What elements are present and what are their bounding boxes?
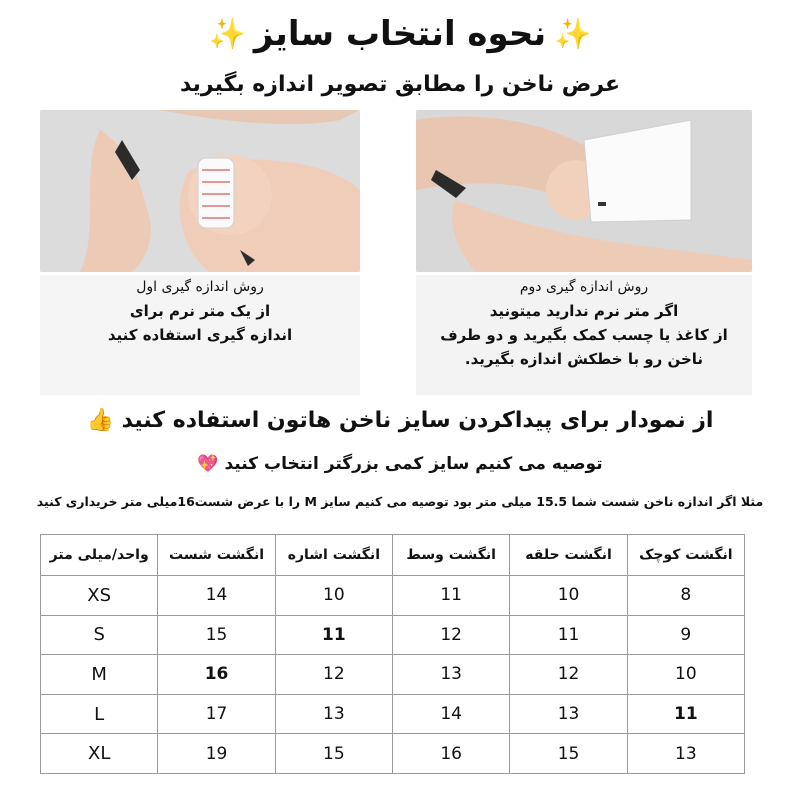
method-first-line: از یک متر نرم برای xyxy=(129,302,271,320)
page-title xyxy=(0,8,800,60)
table-row xyxy=(41,615,745,655)
method-first-body xyxy=(40,299,360,347)
table-cell: 15 xyxy=(510,734,627,774)
example-text: مثلا اگر اندازه ناخن شست شما 15.5 میلی متر بود توصیه می کنیم سایز M را با عرض شست16میلی متر خریداری کنید xyxy=(36,494,764,509)
table-cell: 15 xyxy=(275,734,392,774)
table-cell: 13 xyxy=(510,694,627,734)
method-first-title: روش اندازه گیری اول xyxy=(136,279,264,295)
table-cell: 8 xyxy=(627,576,744,616)
recommendation-line: توصیه می کنیم سایز کمی بزرگتر انتخاب کنید xyxy=(224,454,603,474)
page-title-text: نحوه انتخاب سایز xyxy=(253,14,547,54)
table-cell: 12 xyxy=(393,615,510,655)
table-cell: 14 xyxy=(393,694,510,734)
table-cell: 19 xyxy=(158,734,275,774)
table-header: انگشت کوچک xyxy=(627,535,744,576)
table-cell: 10 xyxy=(510,576,627,616)
table-cell: 9 xyxy=(627,615,744,655)
table-cell: 14 xyxy=(158,576,275,616)
method-second-line: از کاغذ یا چسب کمک بگیرید و دو طرف xyxy=(440,326,728,344)
chart-intro-title-text: از نمودار برای پیداکردن سایز ناخن هاتون استفاده کنید xyxy=(121,408,714,433)
table-row xyxy=(41,694,745,734)
sparkle-icon: ✨ xyxy=(208,16,246,52)
tape-measure-photo xyxy=(40,110,360,272)
table-cell: 16 xyxy=(393,734,510,774)
heart-icon: 💖 xyxy=(197,454,219,474)
size-label-cell: L xyxy=(41,694,158,734)
size-label-cell: XS xyxy=(41,576,158,616)
table-row xyxy=(41,576,745,616)
measurement-method-first xyxy=(40,275,360,395)
table-row xyxy=(41,655,745,695)
sparkle-icon: ✨ xyxy=(554,16,592,52)
page-subtitle: عرض ناخن را مطابق تصویر اندازه بگیرید xyxy=(179,72,621,97)
table-cell: 10 xyxy=(627,655,744,695)
table-cell: 11 xyxy=(393,576,510,616)
method-second-line: اگر متر نرم ندارید میتونید xyxy=(489,302,679,320)
table-cell: 17 xyxy=(158,694,275,734)
size-label-cell: XL xyxy=(41,734,158,774)
method-second-title: روش اندازه گیری دوم xyxy=(519,279,649,295)
method-first-line: اندازه گیری استفاده کنید xyxy=(107,326,293,344)
table-header: انگشت اشاره xyxy=(275,535,392,576)
table-cell: 11 xyxy=(510,615,627,655)
table-cell: 12 xyxy=(510,655,627,695)
size-label-cell: M xyxy=(41,655,158,695)
recommendation-text xyxy=(0,454,800,474)
paper-strip-photo xyxy=(416,110,752,272)
thumbs-up-icon: 👍 xyxy=(86,408,114,433)
table-cell: 13 xyxy=(393,655,510,695)
table-cell: 13 xyxy=(275,694,392,734)
size-table xyxy=(40,534,745,774)
method-second-line: ناخن رو با خطکش اندازه بگیرید. xyxy=(464,350,704,368)
table-cell: 12 xyxy=(275,655,392,695)
table-cell: 13 xyxy=(627,734,744,774)
method-second-body xyxy=(416,299,752,371)
table-header: انگشت شست xyxy=(158,535,275,576)
table-cell: 10 xyxy=(275,576,392,616)
table-row xyxy=(41,734,745,774)
table-cell: 11 xyxy=(627,694,744,734)
table-header-row xyxy=(41,535,745,576)
table-cell: 16 xyxy=(158,655,275,695)
table-header: انگشت حلقه xyxy=(510,535,627,576)
measurement-method-second xyxy=(416,275,752,395)
size-label-cell: S xyxy=(41,615,158,655)
table-header: انگشت وسط xyxy=(393,535,510,576)
table-header: واحد/میلی متر xyxy=(41,535,158,576)
table-cell: 15 xyxy=(158,615,275,655)
chart-intro-title xyxy=(0,408,800,433)
table-cell: 11 xyxy=(275,615,392,655)
